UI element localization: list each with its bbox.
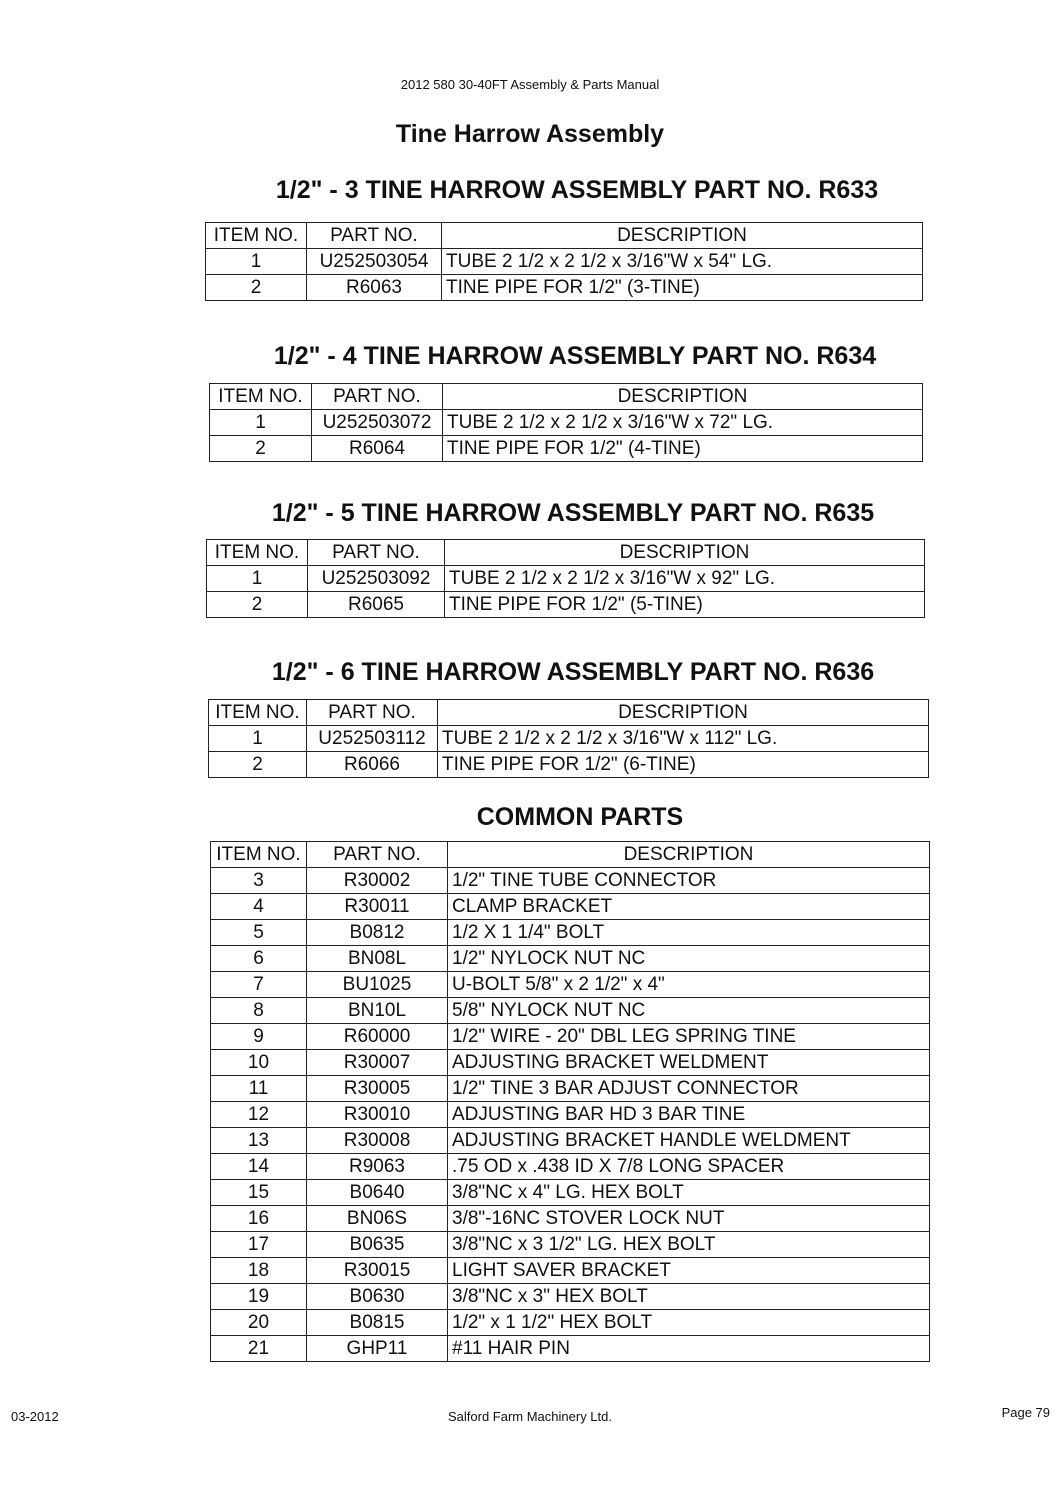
item-no: 2 (206, 275, 307, 301)
table-row (211, 946, 930, 972)
table-row (211, 1128, 930, 1154)
table-row (211, 1206, 930, 1232)
parts-table-r635 (206, 539, 925, 618)
common-parts-heading: COMMON PARTS (476, 803, 684, 831)
col-part-header: PART NO. (307, 842, 448, 868)
part-no: R30015 (307, 1258, 448, 1284)
col-part-header: PART NO. (307, 223, 442, 249)
part-no: R60000 (307, 1024, 448, 1050)
item-no: 1 (210, 410, 312, 436)
col-desc-header: DESCRIPTION (445, 540, 925, 566)
part-no: BU1025 (307, 972, 448, 998)
part-no: B0640 (307, 1180, 448, 1206)
table-row (211, 998, 930, 1024)
manual-header: 2012 580 30-40FT Assembly & Parts Manual (400, 77, 660, 92)
part-no: BN06S (307, 1206, 448, 1232)
item-no: 6 (211, 946, 307, 972)
description: TINE PIPE FOR 1/2" (6-TINE) (438, 752, 929, 778)
description: TUBE 2 1/2 x 2 1/2 x 3/16"W x 92" LG. (445, 566, 925, 592)
part-no: B0812 (307, 920, 448, 946)
section-heading-r633: 1/2" - 3 TINE HARROW ASSEMBLY PART NO. R633 (275, 176, 879, 204)
col-desc-header: DESCRIPTION (442, 223, 923, 249)
item-no: 11 (211, 1076, 307, 1102)
table-row (207, 566, 925, 592)
part-no: R30007 (307, 1050, 448, 1076)
table-header-row (209, 700, 929, 726)
description: 3/8"NC x 3 1/2" LG. HEX BOLT (448, 1232, 930, 1258)
description: 3/8"NC x 4" LG. HEX BOLT (448, 1180, 930, 1206)
description: TUBE 2 1/2 x 2 1/2 x 3/16"W x 54" LG. (442, 249, 923, 275)
description: TUBE 2 1/2 x 2 1/2 x 3/16"W x 72" LG. (443, 410, 923, 436)
table-row (211, 1180, 930, 1206)
item-no: 5 (211, 920, 307, 946)
footer-company: Salford Farm Machinery Ltd. (447, 1409, 612, 1424)
item-no: 19 (211, 1284, 307, 1310)
col-part-header: PART NO. (308, 540, 445, 566)
part-no: R30011 (307, 894, 448, 920)
table-row (211, 1050, 930, 1076)
section-heading-r634: 1/2" - 4 TINE HARROW ASSEMBLY PART NO. R634 (273, 342, 877, 370)
part-no: GHP11 (307, 1336, 448, 1362)
table-row (211, 972, 930, 998)
part-no: BN08L (307, 946, 448, 972)
part-no: R6065 (308, 592, 445, 618)
part-no: R6066 (307, 752, 438, 778)
description: 1/2 X 1 1/4" BOLT (448, 920, 930, 946)
item-no: 3 (211, 868, 307, 894)
part-no: R30010 (307, 1102, 448, 1128)
table-row (210, 436, 923, 462)
footer-date: 03-2012 (11, 1409, 59, 1424)
table-header-row (211, 842, 930, 868)
col-desc-header: DESCRIPTION (448, 842, 930, 868)
item-no: 9 (211, 1024, 307, 1050)
table-row (209, 752, 929, 778)
table-row (211, 1102, 930, 1128)
item-no: 7 (211, 972, 307, 998)
description: TINE PIPE FOR 1/2" (4-TINE) (443, 436, 923, 462)
common-parts-table (210, 841, 930, 1362)
description: 1/2" TINE 3 BAR ADJUST CONNECTOR (448, 1076, 930, 1102)
description: 1/2" TINE TUBE CONNECTOR (448, 868, 930, 894)
col-desc-header: DESCRIPTION (443, 384, 923, 410)
table-row (209, 726, 929, 752)
col-part-header: PART NO. (312, 384, 443, 410)
item-no: 2 (209, 752, 307, 778)
description: ADJUSTING BRACKET WELDMENT (448, 1050, 930, 1076)
description: 3/8"-16NC STOVER LOCK NUT (448, 1206, 930, 1232)
parts-table-r634 (209, 383, 923, 462)
table-header-row (206, 223, 923, 249)
item-no: 1 (206, 249, 307, 275)
item-no: 10 (211, 1050, 307, 1076)
description: 1/2" x 1 1/2" HEX BOLT (448, 1310, 930, 1336)
item-no: 21 (211, 1336, 307, 1362)
description: #11 HAIR PIN (448, 1336, 930, 1362)
item-no: 4 (211, 894, 307, 920)
table-row (207, 592, 925, 618)
item-no: 20 (211, 1310, 307, 1336)
item-no: 14 (211, 1154, 307, 1180)
col-item-header: ITEM NO. (209, 700, 307, 726)
item-no: 2 (210, 436, 312, 462)
description: TUBE 2 1/2 x 2 1/2 x 3/16"W x 112" LG. (438, 726, 929, 752)
description: 1/2" WIRE - 20" DBL LEG SPRING TINE (448, 1024, 930, 1050)
item-no: 13 (211, 1128, 307, 1154)
description: TINE PIPE FOR 1/2" (5-TINE) (445, 592, 925, 618)
col-item-header: ITEM NO. (206, 223, 307, 249)
table-row (211, 1258, 930, 1284)
parts-table-r636 (208, 699, 929, 778)
item-no: 12 (211, 1102, 307, 1128)
section-heading-r635: 1/2" - 5 TINE HARROW ASSEMBLY PART NO. R635 (271, 499, 875, 527)
table-row (211, 868, 930, 894)
part-no: U252503092 (308, 566, 445, 592)
table-row (211, 1310, 930, 1336)
part-no: R9063 (307, 1154, 448, 1180)
description: TINE PIPE FOR 1/2" (3-TINE) (442, 275, 923, 301)
description: 1/2" NYLOCK NUT NC (448, 946, 930, 972)
table-row (211, 1154, 930, 1180)
item-no: 2 (207, 592, 308, 618)
table-row (211, 1284, 930, 1310)
part-no: R30008 (307, 1128, 448, 1154)
description: CLAMP BRACKET (448, 894, 930, 920)
description: 5/8" NYLOCK NUT NC (448, 998, 930, 1024)
item-no: 15 (211, 1180, 307, 1206)
part-no: U252503054 (307, 249, 442, 275)
item-no: 18 (211, 1258, 307, 1284)
description: 3/8"NC x 3" HEX BOLT (448, 1284, 930, 1310)
part-no: B0630 (307, 1284, 448, 1310)
page-title: Tine Harrow Assembly (395, 120, 665, 148)
col-desc-header: DESCRIPTION (438, 700, 929, 726)
table-header-row (207, 540, 925, 566)
table-row (206, 249, 923, 275)
description: LIGHT SAVER BRACKET (448, 1258, 930, 1284)
parts-table-r633 (205, 222, 923, 301)
part-no: R30005 (307, 1076, 448, 1102)
col-item-header: ITEM NO. (211, 842, 307, 868)
col-item-header: ITEM NO. (207, 540, 308, 566)
table-row (211, 1024, 930, 1050)
description: .75 OD x .438 ID X 7/8 LONG SPACER (448, 1154, 930, 1180)
part-no: BN10L (307, 998, 448, 1024)
item-no: 1 (209, 726, 307, 752)
part-no: R6064 (312, 436, 443, 462)
description: ADJUSTING BRACKET HANDLE WELDMENT (448, 1128, 930, 1154)
part-no: B0815 (307, 1310, 448, 1336)
table-row (210, 410, 923, 436)
table-row (211, 1076, 930, 1102)
table-row (206, 275, 923, 301)
description: ADJUSTING BAR HD 3 BAR TINE (448, 1102, 930, 1128)
part-no: R6063 (307, 275, 442, 301)
part-no: U252503112 (307, 726, 438, 752)
part-no: B0635 (307, 1232, 448, 1258)
part-no: R30002 (307, 868, 448, 894)
col-part-header: PART NO. (307, 700, 438, 726)
col-item-header: ITEM NO. (210, 384, 312, 410)
table-row (211, 894, 930, 920)
section-heading-r636: 1/2" - 6 TINE HARROW ASSEMBLY PART NO. R636 (271, 658, 875, 686)
table-row (211, 1232, 930, 1258)
footer-page-number: Page 79 (1001, 1405, 1050, 1420)
description: U-BOLT 5/8" x 2 1/2" x 4" (448, 972, 930, 998)
item-no: 8 (211, 998, 307, 1024)
item-no: 1 (207, 566, 308, 592)
table-row (211, 920, 930, 946)
table-row (211, 1336, 930, 1362)
item-no: 16 (211, 1206, 307, 1232)
table-header-row (210, 384, 923, 410)
part-no: U252503072 (312, 410, 443, 436)
item-no: 17 (211, 1232, 307, 1258)
